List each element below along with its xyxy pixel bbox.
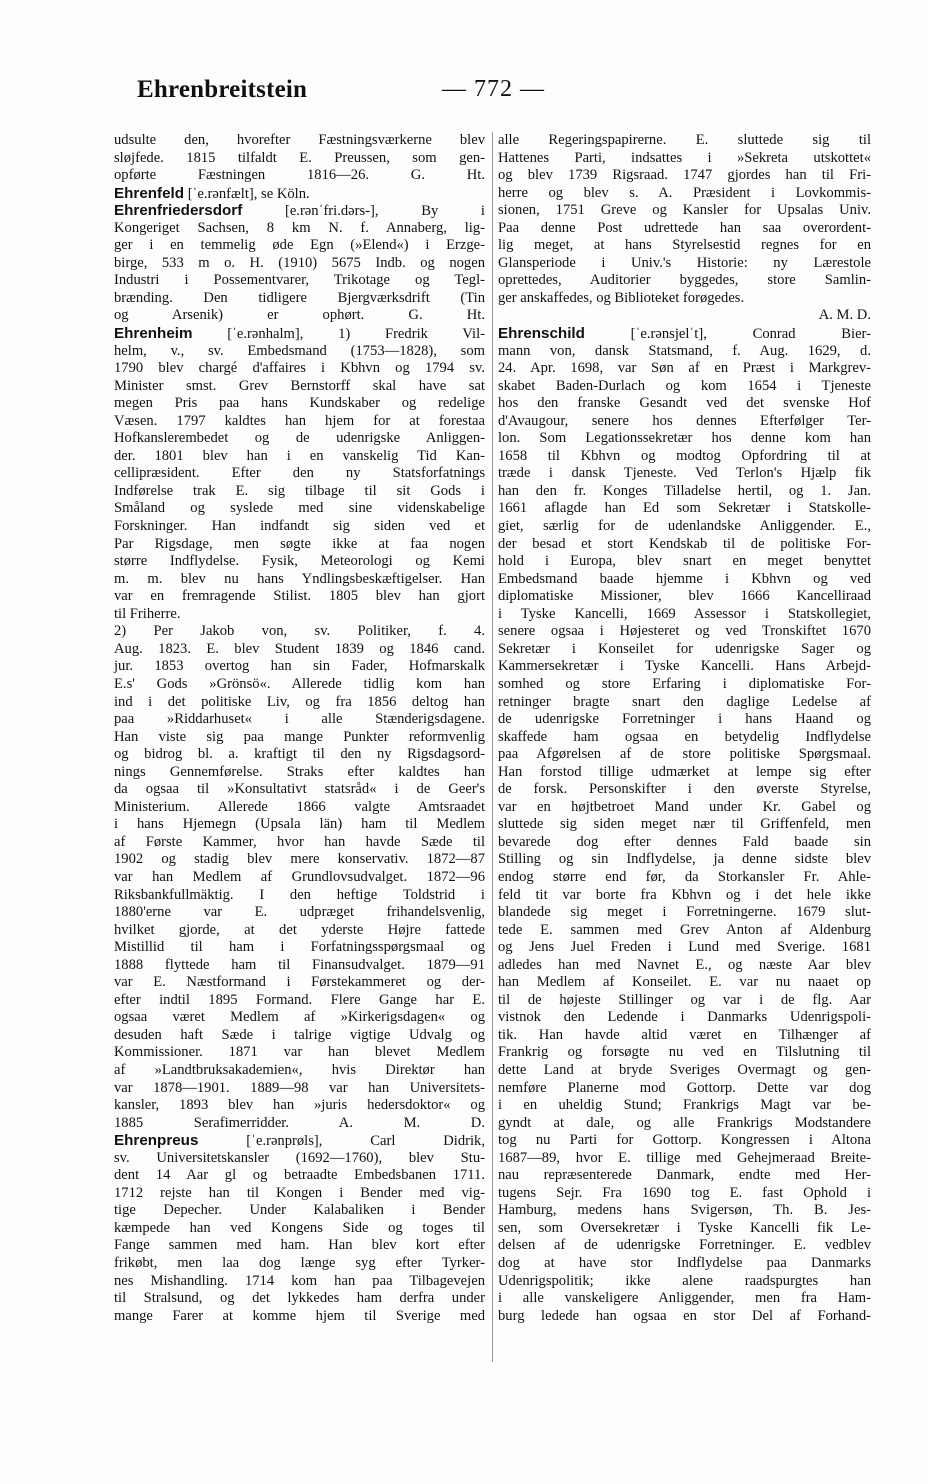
text-line (498, 430, 871, 448)
line-text: 1880'erne var E. udpræget frihandelsvenlig, (114, 904, 485, 921)
text-line (498, 746, 871, 764)
line-text: 24. Apr. 1698, var Søn af en Præst i Markgrev- (498, 360, 871, 377)
text-line (498, 606, 871, 624)
text-line (498, 922, 871, 940)
left-column (114, 132, 485, 1362)
text-line (498, 1255, 871, 1273)
text-line (114, 781, 485, 799)
text-line (498, 536, 871, 554)
line-text: hos den franske Gesandt ved det svenske Hof (498, 395, 871, 412)
text-line (498, 413, 871, 431)
line-text: delsen af de udenrigske Forretninger. E. vedblev (498, 1237, 871, 1254)
line-text: i Tyske Kancelli, 1669 Assessor i Statskollegiet, (498, 605, 871, 622)
line-text: herre og blev s. A. Præsident i Lovkommis- (498, 184, 871, 201)
text-line (498, 1220, 871, 1238)
line-text: Frankrig og forsøgte nu ved en Tilslutning til (498, 1044, 871, 1061)
line-text: Hattenes Parti, indsattes i »Sekreta utskottet« (498, 149, 871, 166)
line-text: der besad et stort Kendskab til de politiske For- (498, 535, 871, 552)
line-text: nemføre Planerne mod Gottorp. Dette var dog (498, 1079, 871, 1096)
line-text: af Første Kammer, hvor han havde Sæde til (114, 833, 485, 850)
text-line (498, 1237, 871, 1255)
line-text: Mistillid til ham i Forfatningsspørgsmaal og (114, 939, 485, 956)
line-text: og bidrog bl. a. kraftigt til den ny Rigsdagsord- (114, 746, 485, 763)
line-text: i en uheldig Stund; Frankrigs Magt var be- (498, 1097, 871, 1114)
text-line (114, 588, 485, 606)
text-line (498, 378, 871, 396)
text-line (498, 237, 871, 255)
entry-headword: Ehrenfeld (114, 184, 185, 202)
line-text: større Indflydelse. Fysik, Meteorologi og Kemi (114, 553, 485, 570)
text-line (114, 1009, 485, 1027)
page-header (0, 72, 928, 112)
line-text: sløjfede. 1815 tilfaldt E. Preussen, som gen- (114, 149, 485, 166)
line-text: tige Depecher. Under Kalabaliken i Bender (114, 1202, 485, 1219)
line-text: Kommissioner. 1871 var han blevet Medlem (114, 1044, 485, 1061)
text-line (498, 781, 871, 799)
text-line (498, 711, 871, 729)
line-text: 2) Per Jakob von, sv. Politiker, f. 4. (114, 623, 485, 640)
line-text: skaffede ham ogsaa en betydelig Indflydelse (498, 728, 871, 745)
line-text: han den fr. Konges Tilladelse hertil, og 1. Jan. (498, 482, 871, 499)
text-line (498, 974, 871, 992)
text-line (114, 1220, 485, 1238)
text-line (498, 272, 871, 290)
line-text: og Jens Juel Freden i Lund med Sverige. 1681 (498, 939, 871, 956)
text-line (498, 185, 871, 203)
text-line (114, 922, 485, 940)
line-text: Forskninger. Han indfandt sig siden ved et (114, 518, 485, 535)
text-line (114, 518, 485, 536)
text-line (114, 413, 485, 431)
line-text: retninger bragte snart den daglige Ledelse af (498, 693, 871, 710)
text-line (498, 1290, 871, 1308)
line-text: Par Rigsdage, men søgte ikke at faa nogen (114, 535, 485, 552)
line-text: Hamburg, medens hans Svigersøn, Th. B. Jes- (498, 1202, 871, 1219)
line-text: Riksbankfullmäktig. I den heftige Toldstrid i (114, 886, 485, 903)
text-line (114, 764, 485, 782)
line-text: var han Medlem af Grundlovsudvalget. 1872—96 (114, 868, 485, 885)
text-line (498, 202, 871, 220)
line-text: Glansperiode i Univ.'s Historie: ny Lærestole (498, 254, 871, 271)
text-line (498, 465, 871, 483)
text-line (498, 1132, 871, 1150)
text-line (114, 255, 485, 273)
text-line (498, 729, 871, 747)
text-line (114, 623, 485, 641)
line-text: Hofkanslerembedet og de udenrigske Anliggen- (114, 430, 485, 447)
line-text: af »Landtbruksakademien«, hvis Direktør han (114, 1061, 485, 1078)
line-text: til Stralsund, og det lykkedes ham derfra under (114, 1290, 485, 1307)
text-line (498, 1185, 871, 1203)
text-line (114, 1027, 485, 1045)
line-text: tede E. sammen med Grev Anton af Aldenburg (498, 921, 871, 938)
line-text: hold i Europa, blev snart en meget benyttet (498, 553, 871, 570)
text-line (498, 764, 871, 782)
line-text: Embedsmand baade hjemme i Kbhvn og ved (498, 570, 871, 587)
line-text: Han forstod tillige udmærket at lempe sig efter (498, 763, 871, 780)
line-text: træde i dansk Tjeneste. Ved Terlon's Hjælp fik (498, 465, 871, 482)
line-text: 1885 Serafimerridder. A. M. D. (114, 1114, 485, 1131)
line-text: kansler, 1893 blev han »juris hedersdoktor« og (114, 1097, 485, 1114)
text-line (498, 483, 871, 501)
text-line (114, 1115, 485, 1133)
text-line (114, 992, 485, 1010)
text-line (498, 658, 871, 676)
line-text: i alle vanskeligere Anliggender, men fra Ham- (498, 1290, 871, 1307)
text-line (498, 623, 871, 641)
text-line (114, 641, 485, 659)
line-text: til Friherre. (114, 605, 181, 622)
line-text: Fange sammen med ham. Han blev kort efter (114, 1237, 485, 1254)
line-text: Industri i Possementvarer, Trikotage og Tegl- (114, 272, 485, 289)
text-line (114, 869, 485, 887)
line-text: var en højtbetroet Mand under Kr. Gabel og (498, 798, 871, 815)
line-text: til de højeste Stillinger og var i de flg. Aar (498, 991, 871, 1008)
line-text: paa Afgørelsen af de store politiske Spørgsmaal. (498, 746, 871, 763)
line-text: paa »Riddarhuset« i alle Stænderigsdagene. (114, 711, 485, 728)
text-line (114, 378, 485, 396)
line-text: Minister smst. Grev Bernstorff skal have sat (114, 377, 485, 394)
line-text: [ˈe.rənprøls], Carl Didrik, (198, 1133, 485, 1150)
text-line (114, 851, 485, 869)
line-text: tik. Han havde altid været en Tilhænger af (498, 1026, 871, 1043)
line-text: feld tit var borte fra Kbhvn og i det hele ikke (498, 886, 871, 903)
line-text: 1790 blev chargé d'affaires i Kbhvn og 1794 sv. (114, 360, 485, 377)
entry-headword: Ehrenschild (498, 325, 585, 343)
text-line (498, 500, 871, 518)
line-text: brænding. Den tidligere Bjergværksdrift (Tin (114, 289, 485, 306)
line-text: m. m. blev nu hans Yndlingsbeskæftigelser. Han (114, 570, 485, 587)
text-line (114, 1237, 485, 1255)
text-line (498, 290, 871, 308)
line-text: A. M. D. (818, 307, 871, 324)
line-text: ogsaa været Medlem af »Kirkerigsdagen« og (114, 1009, 485, 1026)
line-text: ger anskaffedes, og Biblioteket forøgedes. (498, 289, 745, 306)
text-line (498, 1044, 871, 1062)
line-text: 1687—89, hvor E. tillige med Gehejmeraad Breite- (498, 1149, 871, 1166)
line-text: ind i det politiske Liv, og fra 1856 deltog han (114, 693, 485, 710)
line-text: [e.rənˈfri.dərs-], By i (242, 203, 485, 220)
line-text: E.s' Gods »Grönsö«. Allerede tidlig kom han (114, 675, 485, 692)
line-text: dent 14 Aar gl og betraadte Embedsbanen 1711. (114, 1167, 485, 1184)
line-text: senere ogsaa i Højesteret og ved Tronskiftet 1670 (498, 623, 871, 640)
line-text: 1902 og stadig blev mere konservativ. 1872—87 (114, 851, 485, 868)
line-text: desuden haft Sæde i talrige vigtige Udvalg og (114, 1026, 485, 1043)
text-line (114, 395, 485, 413)
line-text: opførte Fæstningen 1816—26. G. Ht. (114, 167, 485, 184)
text-line (498, 343, 871, 361)
text-line (114, 343, 485, 361)
text-line (498, 255, 871, 273)
line-text: sionen, 1751 Greve og Kansler for Upsalas Univ. (498, 202, 871, 219)
text-line (498, 1027, 871, 1045)
column-divider (492, 132, 493, 1362)
line-text: efter indtil 1895 Formand. Flere Gange har E. (114, 991, 485, 1008)
text-line (114, 272, 485, 290)
text-line (498, 1308, 871, 1326)
line-text: var 1878—1901. 1889—98 var han Universitets- (114, 1079, 485, 1096)
line-text: udsulte den, hvorefter Fæstningsværkerne blev (114, 132, 485, 148)
text-line (498, 887, 871, 905)
line-text: Kongeriget Sachsen, 8 km N. f. Annaberg, lig- (114, 219, 485, 236)
line-text: dog at have stor Indflydelse paa Danmarks (498, 1255, 871, 1271)
text-line (114, 132, 485, 150)
line-text: ger i en temmelig øde Egn (»Elend«) i Erzge- (114, 237, 485, 254)
text-line (114, 1044, 485, 1062)
text-line (498, 904, 871, 922)
line-text: der. 1801 blev han i en vanskelig Tid Kan- (114, 447, 485, 464)
line-text: mange Farer at komme hjem til Sverige med (114, 1307, 485, 1324)
text-line (114, 799, 485, 817)
line-text: Paa denne Post udrettede han saa overordent- (498, 219, 871, 236)
text-line (114, 834, 485, 852)
text-line (114, 360, 485, 378)
text-line (498, 676, 871, 694)
text-line (498, 132, 871, 150)
line-text: var en fremragende Stilist. 1805 blev han gjort (114, 588, 485, 605)
line-text: da ogsaa til »Konsultativt statsråd« i de Geer's (114, 781, 485, 798)
text-line (498, 694, 871, 712)
text-line (498, 395, 871, 413)
line-text: og blev 1739 Rigsraad. 1747 gjordes han til Fri- (498, 167, 871, 184)
text-line (114, 658, 485, 676)
line-text: mann von, dansk Statsmand, f. Aug. 1629, d. (498, 342, 871, 359)
line-text: endog større end før, da Storkansler Fr. Ahle- (498, 868, 871, 885)
line-text: cellipræsident. Efter den ny Statsforfatnings (114, 465, 485, 482)
text-line (114, 448, 485, 466)
line-text: de forsk. Personskifter i den øverste Styrelse, (498, 781, 871, 798)
line-text: sluttede sig siden meget nær til Griffenfeld, men (498, 816, 871, 833)
text-line (114, 1290, 485, 1308)
line-text: i hans Hjemegn (Upsala län) ham til Medlem (114, 816, 485, 833)
text-line (498, 641, 871, 659)
text-line (498, 957, 871, 975)
text-line (498, 588, 871, 606)
line-text: [ˈe.rənsjelˈt], Conrad Bier- (584, 326, 871, 343)
line-text: jur. 1853 overtog han sin Fader, Hofmarskalk (114, 658, 485, 675)
text-line (498, 851, 871, 869)
text-line (498, 1273, 871, 1291)
text-line (498, 360, 871, 378)
text-line (498, 150, 871, 168)
line-text: lig meget, at hans Styrelsestid regnes for en (498, 237, 871, 254)
line-text: skabet Baden-Durlach og kom 1654 i Tjeneste (498, 377, 871, 394)
entry-headword: Ehrenheim (114, 325, 193, 343)
text-line (114, 483, 485, 501)
line-text: sv. Universitetskansler (1692—1760), blev Stu- (114, 1149, 485, 1166)
text-line (498, 1202, 871, 1220)
text-line (114, 1255, 485, 1273)
line-text: Sekretær i Konseilet for udenrigske Sager og (498, 640, 871, 657)
line-text: han Medlem af Konseilet. E. var nu naaet op (498, 974, 871, 991)
line-text: og Arsenik) er ophørt. G. Ht. (114, 307, 485, 324)
text-line (114, 729, 485, 747)
line-text: 1888 flyttede ham til Finansudvalget. 1879—91 (114, 956, 485, 973)
text-line (498, 571, 871, 589)
text-line (114, 1185, 485, 1203)
page-number: — 772 — (442, 76, 545, 102)
text-line (498, 939, 871, 957)
line-text: [ˈe.rənfælt], se Köln. (184, 185, 310, 202)
line-text: d'Avaugour, senere hos dennes Efterfølger Ter- (498, 412, 871, 429)
text-line (114, 957, 485, 975)
text-line (498, 220, 871, 238)
text-line (114, 904, 485, 922)
line-text: tog nu Parti for Gottorp. Kongressen i Altona (498, 1132, 871, 1149)
text-line (114, 939, 485, 957)
line-text: sen, som Oversekretær i Tyske Kancelli fik Le- (498, 1219, 871, 1236)
text-line (114, 150, 485, 168)
text-line (114, 307, 485, 325)
line-text: Væsen. 1797 kaldtes han hjem for at forestaa (114, 412, 485, 429)
line-text: Aug. 1823. E. blev Student 1839 og 1846 cand. (114, 640, 485, 657)
line-text: vistnok den Ledende i Danmarks Udenrigspoli- (498, 1009, 871, 1026)
text-line (114, 465, 485, 483)
line-text: [ˈe.rənhalm], 1) Fredrik Vil- (192, 326, 485, 343)
text-line (114, 974, 485, 992)
line-text: Kammersekretær i Tyske Kancelli. Hans Arbejd- (498, 658, 871, 675)
text-line (114, 746, 485, 764)
line-text: megen Pris paa hans Kundskaber og redelige (114, 395, 485, 412)
entry-headword: Ehrenpreus (114, 1132, 199, 1150)
text-line (114, 290, 485, 308)
text-line (114, 220, 485, 238)
right-column (498, 132, 871, 1362)
text-line (114, 553, 485, 571)
text-line (114, 500, 485, 518)
text-line (498, 1115, 871, 1133)
text-line (498, 1009, 871, 1027)
text-line (114, 694, 485, 712)
text-line (498, 307, 871, 325)
line-text: bevarede dog efter dennes Fald baade sin (498, 833, 871, 850)
text-line (114, 1167, 485, 1185)
entry-start-line (114, 325, 485, 343)
text-line (114, 606, 485, 624)
text-line (114, 1062, 485, 1080)
text-line (114, 167, 485, 185)
line-text: giet, særlig for de udenlandske Anliggender. E., (498, 518, 871, 535)
line-text: alle Regeringspapirerne. E. sluttede sig til (498, 132, 871, 148)
line-text: var E. Næstformand i Førstekammeret og der- (114, 974, 485, 991)
line-text: nes Mishandling. 1714 kom han paa Tilbagevejen (114, 1272, 485, 1289)
line-text: Han viste sig paa mange Punkter reformvenlig (114, 728, 485, 745)
text-line (114, 711, 485, 729)
text-line (498, 1097, 871, 1115)
line-text: Stilling og sin Indflydelse, ja denne sidste blev (498, 851, 871, 868)
line-text: Småland og syslede med sine videnskabelige (114, 500, 485, 517)
text-line (114, 887, 485, 905)
text-line (498, 1167, 871, 1185)
text-line (114, 571, 485, 589)
running-headword: Ehrenbreitstein (137, 76, 308, 103)
text-line (114, 816, 485, 834)
entry-start-line (498, 325, 871, 343)
entry-start-line (114, 185, 485, 203)
line-text: somhed og store Erfaring i diplomatiske For- (498, 675, 871, 692)
line-text: gyndt at dale, og alle Frankrigs Modstandere (498, 1114, 871, 1131)
text-line (498, 553, 871, 571)
text-line (498, 518, 871, 536)
line-text: burg ledede han ogsaa en stor Del af Forhand- (498, 1307, 871, 1324)
line-text: de udenrigske Forretninger i hans Haand og (498, 711, 871, 728)
text-line (114, 430, 485, 448)
text-line (498, 869, 871, 887)
text-line (114, 1202, 485, 1220)
line-text: helm, v., sv. Embedsmand (1753—1828), som (114, 342, 485, 359)
text-line (498, 1080, 871, 1098)
line-text: frikøbt, men laa dog længe syg efter Tyrker- (114, 1255, 485, 1271)
line-text: hvilket gjorde, at det yderste Højre fattede (114, 921, 485, 938)
line-text: nings Gennemførelse. Straks efter kaldtes han (114, 763, 485, 780)
line-text: 1712 rejste han til Kongen i Bender med vig- (114, 1184, 485, 1201)
entry-start-line (114, 202, 485, 220)
text-line (498, 816, 871, 834)
text-line (114, 676, 485, 694)
text-line (498, 1062, 871, 1080)
text-line (114, 237, 485, 255)
line-text: tugens Sejr. Fra 1690 tog E. fast Ophold i (498, 1184, 871, 1201)
text-line (114, 1097, 485, 1115)
text-line (114, 1150, 485, 1168)
line-text: dette Land at bryde Sveriges Overmagt og gen- (498, 1061, 871, 1078)
line-text: Ministerium. Allerede 1866 valgte Amtsraadet (114, 798, 485, 815)
line-text: nau repræsenterede Danmark, endte med Her- (498, 1167, 871, 1184)
text-line (498, 448, 871, 466)
line-text: Udenrigspolitik; ikke alene raadspurgtes han (498, 1272, 871, 1289)
text-line (114, 536, 485, 554)
line-text: diplomatiske Missioner, blev 1666 Kancelliraad (498, 588, 871, 605)
text-line (498, 167, 871, 185)
line-text: 1661 aflagde han Ed som Sekretær i Statskolle- (498, 500, 871, 517)
text-line (114, 1273, 485, 1291)
line-text: blandede sig meget i Forretningerne. 1679 slut- (498, 904, 871, 921)
text-line (498, 1150, 871, 1168)
text-line (114, 1080, 485, 1098)
text-line (498, 834, 871, 852)
entry-start-line (114, 1132, 485, 1150)
line-text: 1658 til Kbhvn og modtog Opfordring til at (498, 447, 871, 464)
line-text: lon. Som Legationssekretær hos denne kom han (498, 430, 871, 447)
entry-headword: Ehrenfriedersdorf (114, 202, 243, 220)
text-line (498, 992, 871, 1010)
line-text: oprettedes, Auditorier byggedes, store Samlin- (498, 272, 871, 289)
line-text: birge, 533 m o. H. (1910) 5675 Indb. og nogen (114, 254, 485, 271)
line-text: Indførelse trak E. sig tilbage til sit Gods i (114, 482, 485, 499)
line-text: kæmpede han ved Kongens Side og toges til (114, 1219, 485, 1236)
line-text: adledes han med Navnet E., og næste Aar blev (498, 956, 871, 973)
text-line (114, 1308, 485, 1326)
text-line (498, 799, 871, 817)
